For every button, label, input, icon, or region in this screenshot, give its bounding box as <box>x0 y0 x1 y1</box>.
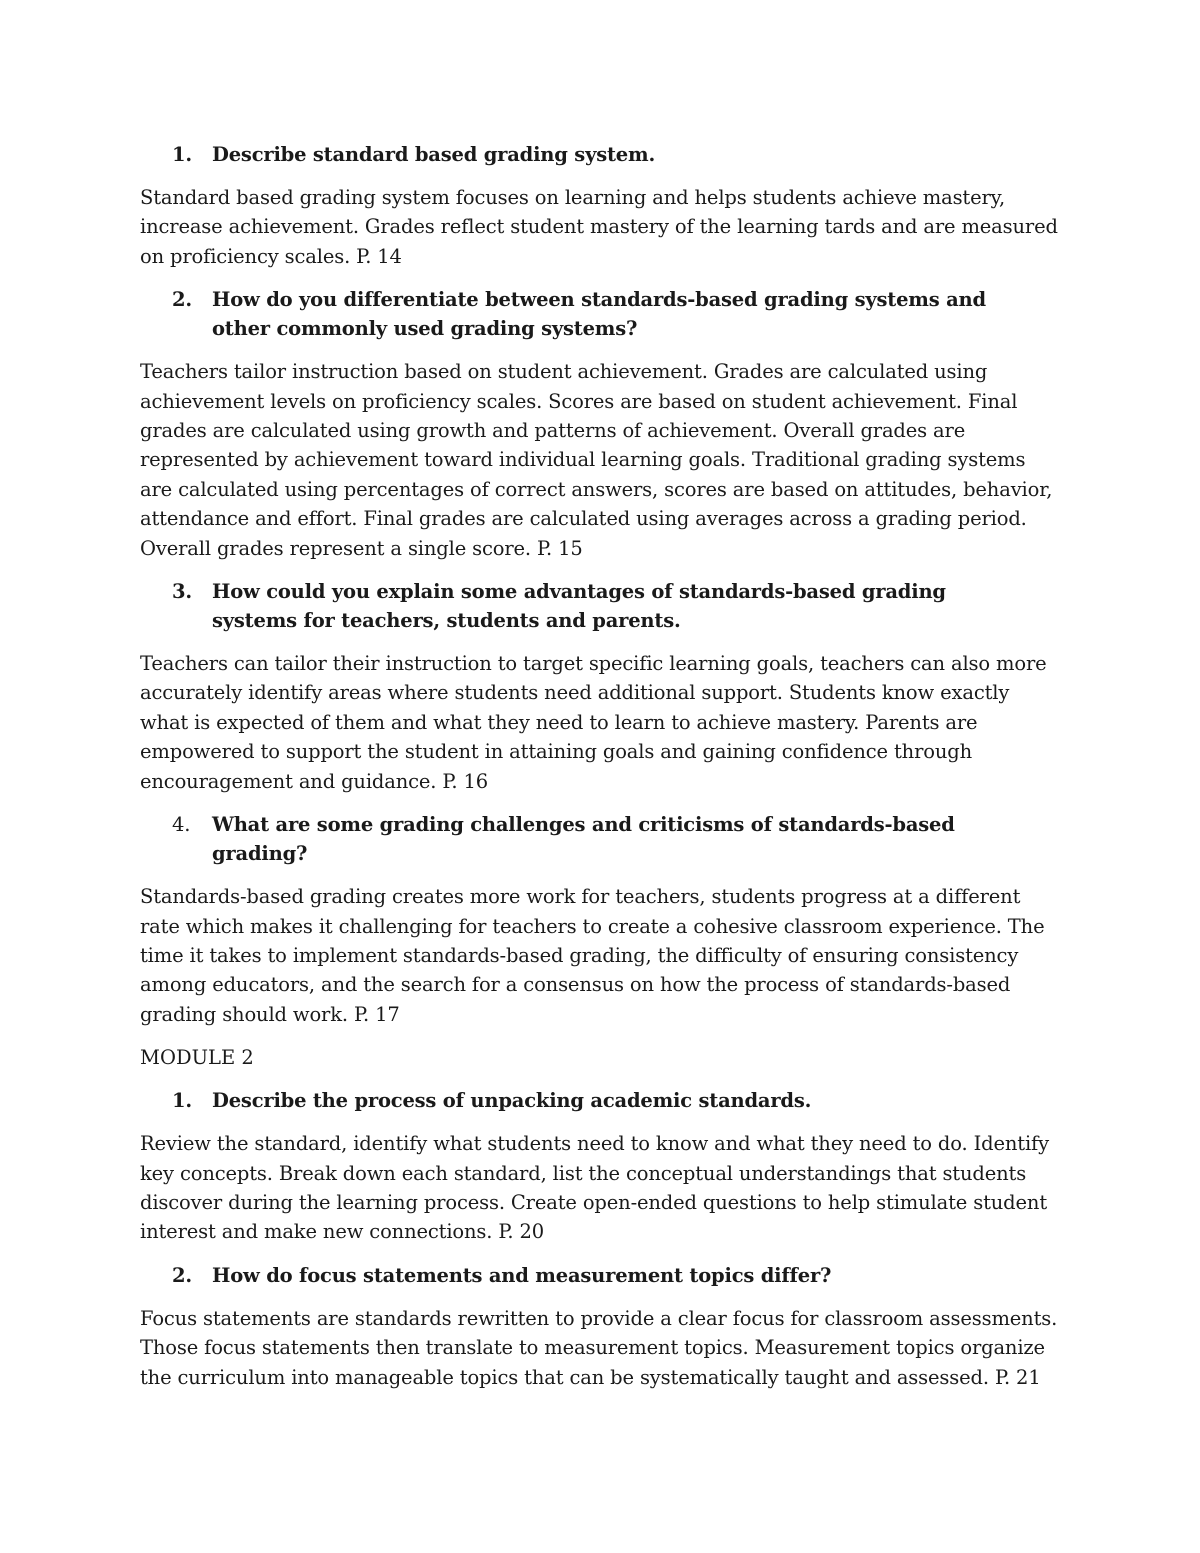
module-heading: MODULE 2 <box>140 1046 254 1070</box>
question-heading <box>140 285 1060 343</box>
question-text: How do focus statements and measurement topics differ? <box>212 1263 832 1287</box>
question-heading <box>140 577 1060 635</box>
question-heading <box>140 1086 1060 1115</box>
question-heading <box>140 810 1060 868</box>
question-heading <box>140 1261 1060 1290</box>
answer-paragraph: Teachers tailor instruction based on student achievement. Grades are calculated using achievement levels on proficiency scales. Scores are based on student achievement. Final grades are calculated using growth and patterns of achievement. Overall grades are represented by achievement toward individual learning goals. Traditional grading systems are calculated using percentages of correct answers, scores are based on attitudes, behavior, attendance and effort. Final grades are calculated using averages across a grading period. Overall grades represent a single score. P. 15 <box>140 360 1053 560</box>
answer-paragraph: Teachers can tailor their instruction to target specific learning goals, teachers can also more accurately identify areas where students need additional support. Students know exactly what is expected of them and what they need to learn to achieve mastery. Parents are empowered to support the student in attaining goals and gaining confidence through encouragement and guidance. P. 16 <box>140 652 1047 793</box>
question-number: 2. <box>172 288 192 312</box>
answer-paragraph: Focus statements are standards rewritten to provide a clear focus for classroom assessments. Those focus statements then translate to measurement topics. Measurement topics organize the curriculum into manageable topics that can be systematically taught and assessed. P. 21 <box>140 1306 1058 1389</box>
question-number: 3. <box>172 580 192 604</box>
question-text: What are some grading challenges and criticisms of standards-based grading? <box>212 813 955 866</box>
question-number: 1. <box>172 1089 192 1113</box>
question-heading <box>140 140 1060 169</box>
document-body <box>140 140 1060 1406</box>
answer-paragraph: Standards-based grading creates more work for teachers, students progress at a different rate which makes it challenging for teachers to create a cohesive classroom experience. The time it takes to implement standards-based grading, the difficulty of ensuring consistency among educators, and the search for a consensus on how the process of standards-based grading should work. P. 17 <box>140 885 1045 1026</box>
answer-paragraph: Review the standard, identify what students need to know and what they need to do. Identify key concepts. Break down each standard, list the conceptual understandings that students discover during the learning process. Create open-ended questions to help stimulate student interest and make new connections. P. 20 <box>140 1132 1049 1244</box>
question-text: How could you explain some advantages of standards-based grading systems for teachers, students and parents. <box>212 580 946 633</box>
question-number: 4. <box>172 813 191 837</box>
question-text: Describe standard based grading system. <box>212 143 656 166</box>
question-number: 1. <box>172 143 192 166</box>
question-text: How do you differentiate between standards-based grading systems and other commonly used grading systems? <box>212 288 986 341</box>
question-number: 2. <box>172 1263 192 1287</box>
answer-paragraph: Standard based grading system focuses on learning and helps students achieve mastery, increase achievement. Grades reflect student mastery of the learning tards and are measured on proficiency scales. P. 14 <box>140 186 1058 268</box>
question-text: Describe the process of unpacking academic standards. <box>212 1089 812 1113</box>
